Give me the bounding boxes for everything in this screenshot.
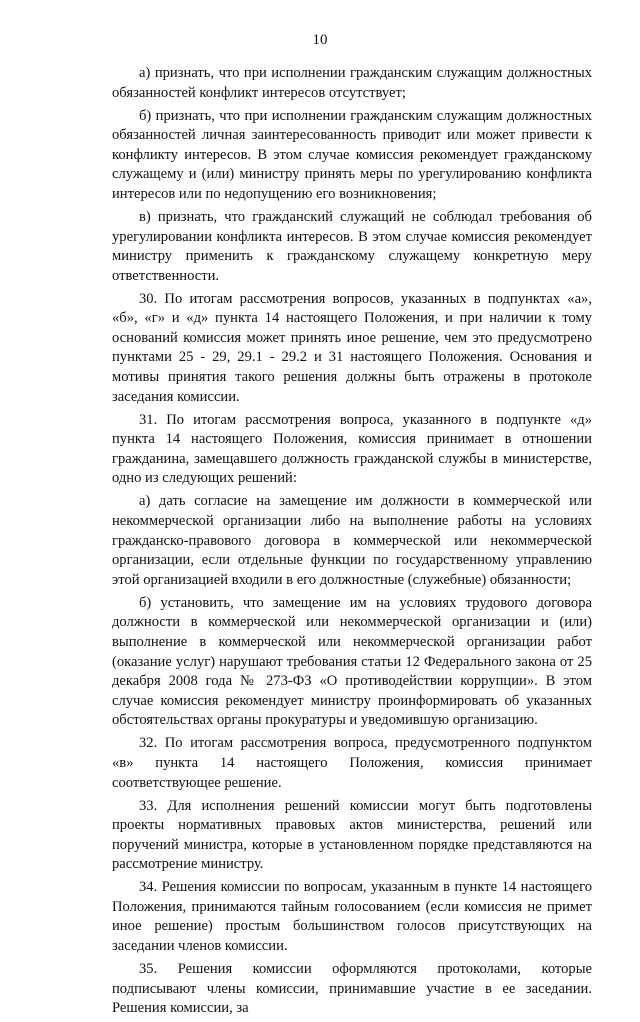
paragraph-29b: б) признать, что при исполнении гражданским служащим должностных обязанностей личная заинтересованность приводит или может привести к конфликту интересов. В этом случае комиссия рекомендует гражданскому служащему и (или) министру принять меры по урегулированию конфликта интересов или по недопущению его возникновения; bbox=[112, 107, 592, 202]
paragraph-29c: в) признать, что гражданский служащий не соблюдал требования об урегулировании конфликта интересов. В этом случае комиссия рекомендует министру применить к гражданскому служащему конкретную меру ответственности. bbox=[112, 208, 592, 284]
paragraph-31a: а) дать согласие на замещение им должности в коммерческой или некоммерческой организации либо на выполнение работы на условиях гражданско-правового договора в коммерческой или некоммерческой организации, если отдельные функции по государственному управлению этой организацией входили в его должностные (служебные) обязанности; bbox=[112, 493, 592, 588]
paragraph-31: 31. По итогам рассмотрения вопроса, указанного в подпункте «д» пункта 14 настоящего Положения, комиссия принимает в отношении гражданина, замещавшего должность гражданской службы в министерстве, одно из следующих решений: bbox=[112, 411, 592, 487]
paragraph-32: 32. По итогам рассмотрения вопроса, предусмотренного подпунктом «в» пункта 14 настоящего Положения, комиссия принимает соответствующее решение. bbox=[112, 735, 592, 791]
page-number: 10 bbox=[312, 32, 328, 48]
paragraph-35: 35. Решения комиссии оформляются протоколами, которые подписывают члены комиссии, принимавшие участие в ее заседании. Решения комиссии, за bbox=[112, 961, 592, 1017]
document-body bbox=[112, 64, 592, 1022]
paragraph-33: 33. Для исполнения решений комиссии могут быть подготовлены проекты нормативных правовых актов министерства, решений или поручений министра, которые в установленном порядке представляются на рассмотрение министру. bbox=[112, 797, 592, 873]
paragraph-34: 34. Решения комиссии по вопросам, указанным в пункте 14 настоящего Положения, принимаются тайным голосованием (если комиссия не примет иное решение) простым большинством голосов присутствующих на заседании членов комиссии. bbox=[112, 879, 592, 955]
paragraph-30: 30. По итогам рассмотрения вопросов, указанных в подпунктах «а», «б», «г» и «д» пункта 14 настоящего Положения, и при наличии к тому оснований комиссия может принять иное решение, чем это предусмотрено пунктами 25 - 29, 29.1 - 29.2 и 31 настоящего Положения. Основания и мотивы принятия такого решения должны быть отражены в протоколе заседания комиссии. bbox=[112, 290, 592, 405]
paragraph-31b: б) установить, что замещение им на условиях трудового договора должности в коммерческой или некоммерческой организации и (или) выполнение в коммерческой или некоммерческой организации работ (оказание услуг) нарушают требования статьи 12 Федерального закона от 25 декабря 2008 года № 273-ФЗ «О противодействии коррупции». В этом случае комиссия рекомендует министру проинформировать об указанных обстоятельствах органы прокуратуры и уведомившую организацию. bbox=[112, 594, 592, 729]
paragraph-29a: а) признать, что при исполнении гражданским служащим должностных обязанностей конфликт интересов отсутствует; bbox=[112, 65, 592, 101]
